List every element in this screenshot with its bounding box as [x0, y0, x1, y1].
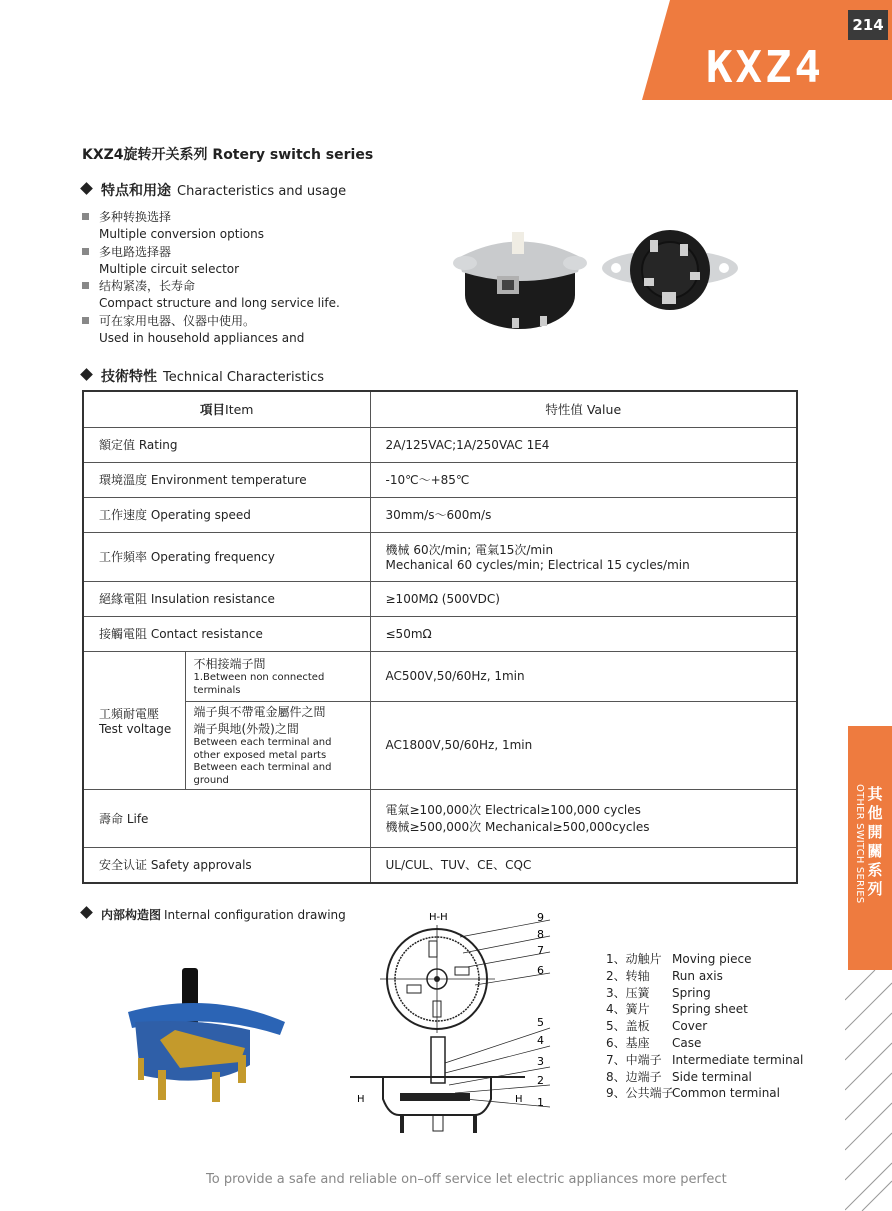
callout-6: 6: [537, 964, 544, 977]
model-title: KXZ4: [706, 42, 824, 93]
callout-7: 7: [537, 944, 544, 957]
h-label-left: H: [357, 1094, 365, 1105]
spec-table: [82, 390, 798, 884]
value-column-header: 特性值 Value: [370, 391, 797, 427]
table-header-row: [83, 391, 797, 427]
side-tab-en: OTHER SWITCH SERIES: [854, 784, 865, 904]
side-tab-cn: 其 他 開 關 系 列: [867, 785, 883, 898]
table-row: 環境溫度 Environment temperature -10℃～+85℃: [83, 462, 797, 497]
table-row: 工作速度 Operating speed 30mm/s～600m/s: [83, 497, 797, 532]
list-item: 9、公共端子Common terminal: [606, 1086, 780, 1101]
characteristics-list: [82, 209, 382, 347]
hatch-decoration: [845, 970, 892, 1211]
list-item: 5、盖板 Cover: [606, 1019, 708, 1034]
table-row: 工作頻率 Operating frequency 機械 60次/min; 電氣15次/min Mechanical 60 cycles/min; Electrical 15 cycles/min: [83, 532, 797, 581]
list-item: 4、簧片 Spring sheet: [606, 1002, 748, 1017]
characteristics-heading: 特点和用途 Characteristics and usage: [82, 180, 346, 200]
table-row: 接觸電阻 Contact resistance ≤50mΩ: [83, 616, 797, 651]
table-row: 絕緣電阻 Insulation resistance ≥100MΩ (500VDC): [83, 581, 797, 616]
diamond-bullet-icon: [80, 368, 93, 381]
diamond-bullet-icon: [80, 182, 93, 195]
page-number: 214: [848, 10, 888, 40]
table-row: 安全认证 Safety approvals UL/CUL、TUV、CE、CQC: [83, 847, 797, 883]
callout-2: 2: [537, 1074, 544, 1087]
callout-1: 1: [537, 1096, 544, 1109]
callout-9: 9: [537, 911, 544, 924]
callout-5: 5: [537, 1016, 544, 1029]
square-bullet-icon: [82, 282, 89, 289]
list-item: 7、中端子 Intermediate terminal: [606, 1052, 804, 1067]
list-item: 8、边端子 Side terminal: [606, 1069, 752, 1084]
item-column-header: 項目Item: [83, 391, 370, 427]
list-item: 可在家用电器、仪器中使用。 Used in household appliances and: [82, 313, 382, 348]
internal-heading: 内部构造图 Internal configuration drawing: [82, 906, 346, 923]
table-row: 端子與不帶電金屬件之間 端子與地(外殼)之間 Between each terminal and other exposed metal parts Between each terminal and ground AC1800V,50/60Hz, 1min: [83, 701, 797, 789]
internal-render-image: [120, 960, 295, 1110]
diamond-bullet-icon: [80, 906, 93, 919]
footer-slogan: To provide a safe and reliable on–off service let electric appliances more perfect: [206, 1172, 727, 1187]
list-item: 2、转轴 Run axis: [606, 968, 723, 983]
square-bullet-icon: [82, 248, 89, 255]
callout-3: 3: [537, 1055, 544, 1068]
list-item: 多种转换选择 Multiple conversion options: [82, 209, 382, 244]
list-item: 结构紧凑，长寿命 Compact structure and long service life.: [82, 278, 382, 313]
square-bullet-icon: [82, 213, 89, 220]
product-photo: [410, 200, 780, 350]
callout-8: 8: [537, 928, 544, 941]
list-item: 1、动触片 Moving piece: [606, 952, 752, 966]
series-title: KXZ4旋转开关系列 Rotery switch series: [82, 147, 374, 163]
test-voltage-label: 工頻耐電壓 Test voltage: [83, 651, 185, 789]
technical-heading: 技術特性 Technical Characteristics: [82, 366, 324, 386]
list-item: 多电路选择器 Multiple circuit selector: [82, 244, 382, 279]
table-row: 額定值 Rating 2A/125VAC;1A/250VAC 1E4: [83, 427, 797, 462]
list-item: 3、压簧 Spring: [606, 985, 711, 1000]
parts-legend: [606, 951, 803, 1102]
list-item: 6、基座 Case: [606, 1035, 702, 1050]
callout-4: 4: [537, 1034, 544, 1047]
section-label: H-H: [429, 912, 448, 923]
internal-drawing: [345, 905, 555, 1135]
table-row: 工頻耐電壓 Test voltage 不相接端子間 1.Between non connected terminals AC500V,50/60Hz, 1min: [83, 651, 797, 701]
square-bullet-icon: [82, 317, 89, 324]
h-label-right: H: [515, 1094, 523, 1105]
table-row: 壽命 Life 電氣≥100,000次 Electrical≥100,000 cycles 機械≥500,000次 Mechanical≥500,000cycles: [83, 789, 797, 847]
